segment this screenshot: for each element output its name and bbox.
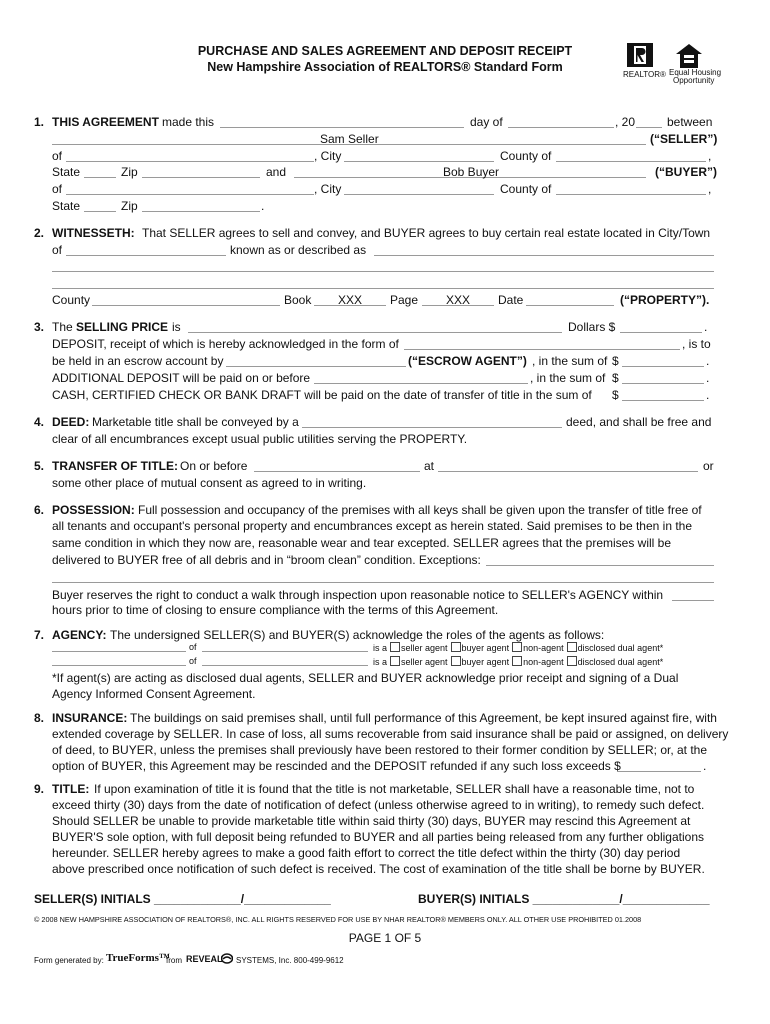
exceptions-field-1[interactable] — [486, 565, 714, 566]
section-4-number: 4. — [34, 415, 45, 429]
reveal-logo: REVEAL — [186, 954, 223, 964]
is-label: is — [172, 320, 181, 334]
deed-text-1b: deed, and shall be free and — [566, 415, 712, 429]
agent-1-buyer-checkbox[interactable] — [451, 642, 461, 652]
seller-county-comma: , — [708, 149, 712, 163]
possession-line-1: Full possession and occupancy of the premises with all keys shall be given upon the transfer of title free of — [138, 503, 702, 517]
agent-1-of-label: of — [189, 642, 197, 652]
seller-state-label: State — [52, 165, 81, 179]
deed-text-1: Marketable title shall be conveyed by a — [92, 415, 299, 429]
walkthrough-hours-field[interactable] — [672, 600, 714, 601]
seller-zip-label: Zip — [121, 165, 138, 179]
transfer-text-1: On or before — [180, 459, 248, 473]
deposit-form-field[interactable] — [404, 349, 680, 350]
title-line-2: exceed thirty (30) days from the date of notification of defect (unless otherwise agreed to in writing), to remedy such defect. — [52, 798, 705, 812]
title-line-4: BUYER'S sole option, with full deposit being refunded to BUYER and all parties being released from any further obligations — [52, 830, 704, 844]
the-label: The — [52, 320, 73, 334]
buyer-address-field[interactable] — [66, 194, 314, 195]
insurance-line-2: extended coverage by SELLER. In case of loss, all sums recoverable from said insurance shall be paid or assigned, on delivery — [52, 727, 729, 741]
form-subtitle: New Hampshire Association of REALTORS® Standard Form — [207, 60, 563, 74]
reveal-systems-text: SYSTEMS, Inc. 800-499-9612 — [236, 956, 344, 965]
section-9-lead: TITLE: — [52, 782, 90, 796]
county-label: County — [52, 293, 91, 307]
agent-2-of-label: of — [189, 656, 197, 666]
section-4-lead: DEED: — [52, 415, 90, 429]
section-2-number: 2. — [34, 226, 45, 240]
escrow-period: . — [706, 354, 710, 368]
seller-zip-field[interactable] — [142, 177, 260, 178]
buyer-state-field[interactable] — [84, 211, 116, 212]
title-line-6: above prescribed once notification of such defect is received. The cost of examination of the title shall be borne by BUYER. — [52, 862, 705, 876]
seller-tag: (“SELLER”) — [650, 132, 718, 146]
buyer-agent-label: buyer agent — [461, 643, 510, 653]
is-to-label: , is to — [682, 337, 711, 351]
agency-text: The undersigned SELLER(S) and BUYER(S) acknowledge the roles of the agents as follows: — [110, 628, 605, 642]
reveal-swirl-icon — [221, 953, 233, 964]
buyer-city-label: , City — [314, 182, 342, 196]
section-6-lead: POSSESSION: — [52, 503, 135, 517]
agent-1-roles — [373, 642, 663, 653]
seller-county-field[interactable] — [556, 161, 706, 162]
cash-text: CASH, CERTIFIED CHECK OR BANK DRAFT will be paid on the date of transfer of title in the sum of — [52, 388, 592, 402]
seller-county-label: County of — [500, 149, 552, 163]
dual-agent-label: disclosed dual agent* — [577, 643, 664, 653]
agent-1-dual-checkbox[interactable] — [567, 642, 577, 652]
escrow-tag: (“ESCROW AGENT”) — [408, 354, 527, 368]
form-title: PURCHASE AND SALES AGREEMENT AND DEPOSIT RECEIPT — [197, 44, 573, 58]
cash-dollar-sign: $ — [612, 388, 619, 402]
escrow-text: be held in an escrow account by — [52, 354, 224, 368]
additional-dollar-sign: $ — [612, 371, 619, 385]
section-8-lead: INSURANCE: — [52, 711, 128, 725]
possession-line-3: same condition in which they now are, reasonable wear and tear excepted. SELLER agrees that the premises will be — [52, 536, 672, 550]
agent-1-name-field[interactable] — [52, 651, 186, 652]
agent-2-non-agent-checkbox[interactable] — [512, 656, 522, 666]
section-5-number: 5. — [34, 459, 45, 473]
selling-price-words-field[interactable] — [188, 332, 562, 333]
buyer-agent-label: buyer agent — [461, 657, 510, 667]
additional-deposit-text: ADDITIONAL DEPOSIT will be paid on or before — [52, 371, 311, 385]
insurance-line-3: of deed, to BUYER, unless the premises shall previously have been restored to their former condition by SELLER; or, at the — [52, 743, 708, 757]
deed-text-2: clear of all encumbrances except usual public utilities serving the PROPERTY. — [52, 432, 468, 446]
seller-agent-label: seller agent — [401, 643, 448, 653]
from-label: from — [166, 956, 182, 965]
title-line-1: If upon examination of title it is found that the title is not marketable, SELLER shall have a reasonable time, not to — [94, 782, 695, 796]
buyer-city-field[interactable] — [344, 194, 494, 195]
section-3-lead: SELLING PRICE — [76, 320, 169, 334]
cash-period: . — [706, 388, 710, 402]
book-label: Book — [284, 293, 312, 307]
transfer-place-field[interactable] — [438, 471, 698, 472]
price-period: . — [704, 320, 708, 334]
dual-agency-note-1: *If agent(s) are acting as disclosed dual agents, SELLER and BUYER acknowledge prior receipt and signing of a Dual — [52, 671, 679, 685]
agent-2-buyer-checkbox[interactable] — [451, 656, 461, 666]
seller-state-field[interactable] — [84, 177, 116, 178]
agent-2-is-a: is a — [373, 657, 388, 667]
copyright-notice: © 2008 NEW HAMPSHIRE ASSOCIATION OF REALTORS®, INC. ALL RIGHTS RESERVED FOR USE BY NHAR REALTOR® MEMBERS ONLY. ALL OTHER USE PROHIBITED 01.2008 — [34, 915, 642, 924]
dual-agency-note-2: Agency Informed Consent Agreement. — [52, 687, 256, 701]
exceptions-field-2[interactable] — [52, 582, 714, 583]
possession-line-2: all tenants and occupant's personal property and encumbrances except as herein stated. Said premises to be then in the — [52, 519, 693, 533]
section-7-number: 7. — [34, 628, 45, 642]
agent-1-seller-checkbox[interactable] — [390, 642, 400, 652]
agreement-month-field[interactable] — [508, 127, 614, 128]
section-5-lead: TRANSFER OF TITLE: — [52, 459, 178, 473]
escrow-sum-label: , in the sum of — [532, 354, 608, 368]
between-label: between — [667, 115, 713, 129]
seller-city-label: , City — [314, 149, 342, 163]
town-of-label: of — [52, 243, 63, 257]
description-field-2[interactable] — [52, 271, 714, 272]
cash-amount-field[interactable] — [622, 400, 704, 401]
book-value[interactable]: XXX — [338, 293, 363, 307]
possession-line-4: delivered to BUYER free of all debris and in “broom clean” condition. Exceptions: — [52, 553, 481, 567]
buyer-of-label: of — [52, 182, 63, 196]
agent-1-agency-field[interactable] — [202, 651, 368, 652]
known-as-label: known as or described as — [230, 243, 367, 257]
agreement-year-field[interactable] — [636, 127, 662, 128]
trueforms-logo: TrueForms™ — [106, 952, 170, 964]
section-6-number: 6. — [34, 503, 45, 517]
agent-2-seller-checkbox[interactable] — [390, 656, 400, 666]
possession-line-6: hours prior to time of closing to ensure compliance with the terms of this Agreement. — [52, 603, 499, 617]
buyer-county-comma: , — [708, 182, 712, 196]
seller-name[interactable]: Sam Seller — [320, 132, 379, 146]
realtor-label: REALTOR® — [623, 70, 666, 79]
agent-1-non-agent-checkbox[interactable] — [512, 642, 522, 652]
section-3-number: 3. — [34, 320, 45, 334]
additional-deposit-date-field[interactable] — [314, 383, 528, 384]
title-line-3: Should SELLER be unable to provide marketable title within said thirty (30) days, BUYER may rescind this Agreement at — [52, 814, 691, 828]
buyer-zip-period: . — [261, 199, 265, 213]
buyer-tag: (“BUYER”) — [655, 165, 717, 179]
deed-type-field[interactable] — [302, 427, 562, 428]
buyer-zip-field[interactable] — [142, 211, 260, 212]
realtor-logo-icon — [627, 43, 653, 67]
town-field[interactable] — [66, 255, 226, 256]
non-agent-label: non-agent — [523, 657, 564, 667]
seller-agent-label: seller agent — [401, 657, 448, 667]
page-number: PAGE 1 OF 5 — [348, 931, 422, 945]
dual-agent-label: disclosed dual agent* — [577, 657, 664, 667]
section-1-lead: THIS AGREEMENT — [52, 115, 159, 129]
page-value[interactable]: XXX — [446, 293, 471, 307]
section-9-number: 9. — [34, 782, 45, 796]
deposit-text: DEPOSIT, receipt of which is hereby acknowledged in the form of — [52, 337, 399, 351]
section-8-number: 8. — [34, 711, 45, 725]
non-agent-label: non-agent — [523, 643, 564, 653]
buyer-county-label: County of — [500, 182, 552, 196]
additional-deposit-amount-field[interactable] — [622, 383, 704, 384]
agreement-day-field[interactable] — [220, 127, 464, 128]
buyer-zip-label: Zip — [121, 199, 138, 213]
insurance-period: . — [703, 759, 707, 773]
year-label: , 20 — [615, 115, 636, 129]
loss-threshold-field[interactable] — [617, 771, 701, 772]
registry-county-field[interactable] — [92, 305, 280, 306]
buyer-state-label: State — [52, 199, 81, 213]
agent-1-is-a: is a — [373, 643, 388, 653]
additional-sum-label: , in the sum of — [530, 371, 606, 385]
escrow-dollar-sign: $ — [612, 354, 619, 368]
seller-of-label: of — [52, 149, 63, 163]
escrow-agent-field[interactable] — [226, 366, 406, 367]
transfer-or-label: or — [703, 459, 714, 473]
possession-line-5: Buyer reserves the right to conduct a walk through inspection upon reasonable notice to SELLER's AGENCY within — [52, 588, 664, 602]
seller-city-field[interactable] — [344, 161, 494, 162]
agent-2-name-field[interactable] — [52, 665, 186, 666]
buyer-county-field[interactable] — [556, 194, 706, 195]
description-field-1[interactable] — [374, 255, 714, 256]
description-field-3[interactable] — [52, 288, 714, 289]
insurance-line-4: option of BUYER, this Agreement may be rescinded and the DEPOSIT refunded if any such loss exceeds $ — [52, 759, 621, 773]
agent-2-dual-checkbox[interactable] — [567, 656, 577, 666]
additional-period: . — [706, 371, 710, 385]
transfer-at-label: at — [424, 459, 435, 473]
and-label: and — [266, 165, 287, 179]
date-label: Date — [498, 293, 524, 307]
equal-housing-icon — [675, 43, 703, 69]
insurance-line-1: The buildings on said premises shall, until full performance of this Agreement, be kept insured against fire, with — [130, 711, 717, 725]
transfer-text-2: some other place of mutual consent as agreed to in writing. — [52, 476, 367, 490]
seller-initials-field[interactable]: SELLER(S) INITIALS _____________/_____________ — [34, 892, 331, 906]
section-7-lead: AGENCY: — [52, 628, 107, 642]
day-of-label: day of — [470, 115, 503, 129]
selling-price-field[interactable] — [620, 332, 702, 333]
seller-address-field[interactable] — [66, 161, 314, 162]
buyer-name[interactable]: Bob Buyer — [443, 165, 500, 179]
deposit-amount-field[interactable] — [622, 366, 704, 367]
dollars-label: Dollars $ — [568, 320, 616, 334]
title-line-5: hereunder. SELLER hereby agrees to make a good faith effort to correct the title defect within the thirty (30) day period — [52, 846, 681, 860]
page-label: Page — [390, 293, 419, 307]
registry-date-field[interactable] — [526, 305, 614, 306]
property-tag: (“PROPERTY”). — [620, 293, 710, 307]
agent-2-agency-field[interactable] — [202, 665, 368, 666]
buyer-initials-field[interactable]: BUYER(S) INITIALS _____________/_____________ — [418, 892, 710, 906]
equal-housing-label: Equal Housing — [669, 68, 722, 77]
made-this-label: made this — [162, 115, 215, 129]
generated-by-label: Form generated by: — [34, 956, 104, 965]
section-1-number: 1. — [34, 115, 45, 129]
witnesseth-text: That SELLER agrees to sell and convey, and BUYER agrees to buy certain real estate located in City/Town — [142, 226, 711, 240]
agent-2-roles — [373, 656, 663, 667]
transfer-date-field[interactable] — [254, 471, 420, 472]
equal-housing-label-2: Opportunity — [673, 76, 715, 85]
section-2-lead: WITNESSETH: — [52, 226, 135, 240]
